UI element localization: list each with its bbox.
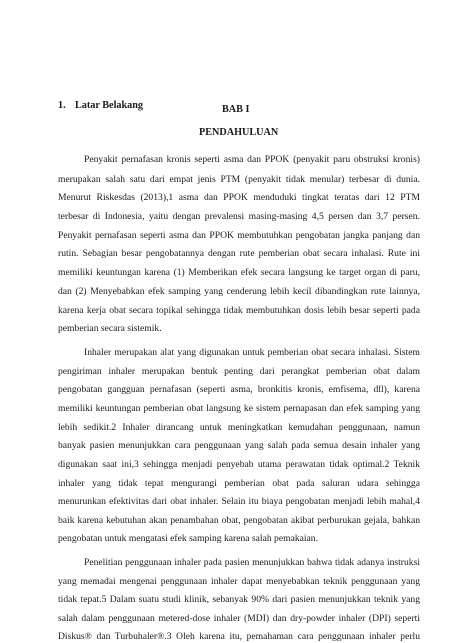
body-line: karena kerja obat secara topikal sehingga tidak membutuhkan dosis lebih besar seperti pada	[58, 305, 420, 316]
body-line: Menurut Riskesdas (2013),1 asma dan PPOK menduduki tingkat teratas dari 12 PTM	[58, 192, 420, 203]
body-line: Inhaler merupakan alat yang digunakan untuk pemberian obat secara inhalasi. Sistem	[84, 347, 420, 358]
body-line: digunakan saat ini,3 sehingga menjadi penyebab utama perawatan tidak optimal.2 Teknik	[58, 459, 420, 470]
body-line: salah dalam penggunaan metered-dose inhaler (MDI) dan dry-powder inhaler (DPI) seperti	[58, 613, 420, 624]
chapter-title: PENDAHULUAN	[199, 127, 279, 138]
body-line: lebih sedikit.2 Inhaler dirancang untuk meningkatkan kemudahan penggunaan, namun	[58, 422, 420, 433]
body-line: banyak pasien menunjukkan cara penggunaan yang salah pada semua desain inhaler yang	[58, 440, 420, 451]
body-line: memiliki keuntungan pemberian obat langsung ke sistem pernapasan dan efek samping yang	[58, 403, 420, 414]
body-line: tidak tepat.5 Dalam suatu studi klinik, sebanyak 90% dari pasien menunjukkan teknik yang	[58, 594, 420, 605]
body-line: Penelitian penggunaan inhaler pada pasien menunjukkan bahwa tidak adanya instruksi	[84, 557, 420, 568]
heading-label: Latar Belakang	[75, 100, 144, 111]
body-line: pengobatan gangguan pernafasan (seperti asma, bronkitis kronis, emfisema, dll), karena	[58, 384, 420, 395]
body-line: terbesar di Indonesia, yaitu dengan prevalensi masing-masing 4,5 persen dan 3,7 persen.	[58, 211, 420, 222]
body-line: merupakan salah satu dari empat jenis PTM (penyakit tidak menular) terbesar di dunia.	[58, 174, 420, 185]
heading-number: 1.	[58, 100, 66, 111]
body-line: pemberian secara sistemik.	[58, 323, 162, 334]
body-line: baik karena kebutuhan akan penambahan obat, pengobatan akibat perburukan gejala, bahkan	[58, 515, 420, 526]
body-line: yang memadai mengenai penggunaan inhaler dapat menyebabkan teknik penggunaan yang	[58, 576, 420, 587]
chapter-number: BAB I	[222, 104, 250, 115]
body-line: pengiriman inhaler merupakan bentuk penting dari perangkat pemberian obat dalam	[58, 366, 420, 377]
body-line: Diskus® dan Turbuhaler®.3 Oleh karena itu, pemahaman cara penggunaan inhaler perlu	[58, 631, 420, 642]
body-line: menurunkan efektivitas dari obat inhaler. Selain itu biaya pengobatan menjadi lebih mahal,4	[58, 496, 420, 507]
body-line: inhaler yang tidak tepat mengurangi pemberian obat pada saluran udara sehingga	[58, 478, 420, 489]
body-line: rutin. Sebagian besar pengobatannya dengan rute pemberian obat secara inhalasi. Rute ini	[58, 248, 420, 259]
body-line: Penyakit pernafasan seperti asma dan PPOK membutuhkan pengobatan jangka panjang dan	[58, 230, 420, 241]
body-line: memiliki keuntungan karena (1) Memberikan efek secara langsung ke target organ di paru,	[58, 267, 420, 278]
body-line: pengobatan untuk mengatasi efek samping karena salah pemakaian.	[58, 533, 319, 544]
body-line: Penyakit pernafasan kronis seperti asma dan PPOK (penyakit paru obstruksi kronis)	[84, 154, 420, 165]
body-line: dan (2) Menyebabkan efek samping yang cenderung lebih kecil dibandingkan rute lainnya,	[58, 286, 420, 297]
